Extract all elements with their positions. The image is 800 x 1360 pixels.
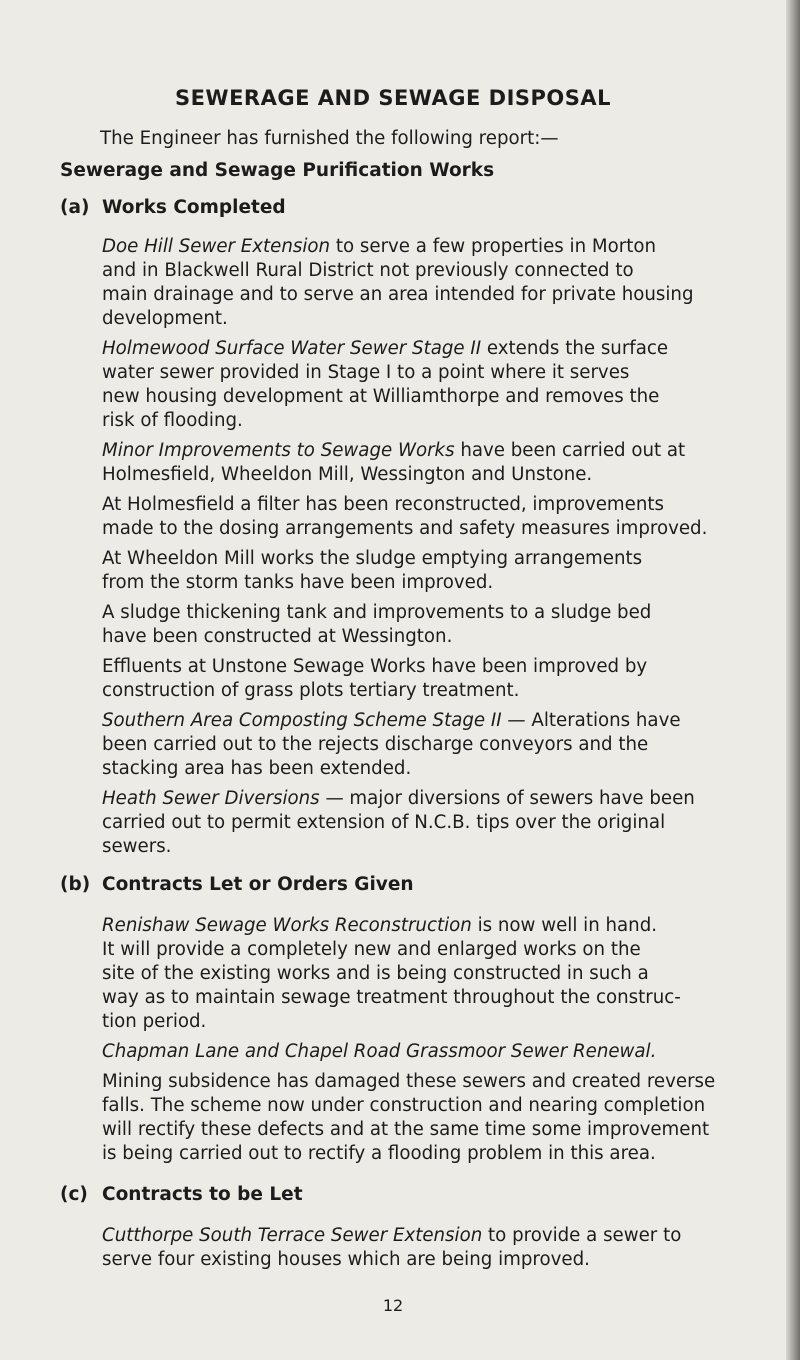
para-a8-text: — Alterations have — [501, 710, 681, 731]
para-a3-italic: Minor Improvements to Sewage Works — [102, 440, 455, 461]
para-a1-line4: development. — [102, 308, 228, 329]
para-c1-line2: serve four existing houses which are being improved. — [102, 1249, 590, 1270]
para-a8-line1 — [102, 709, 681, 733]
para-a3-line2: Holmesfield, Wheeldon Mill, Wessington and Unstone. — [102, 464, 593, 485]
para-b2-line1: Chapman Lane and Chapel Road Grassmoor Sewer Renewal. — [102, 1041, 657, 1062]
para-b1-line2: It will provide a completely new and enlarged works on the — [102, 939, 641, 960]
page-edge-shadow — [786, 0, 800, 1360]
para-b3-line1: Mining subsidence has damaged these sewers and created reverse — [102, 1071, 716, 1092]
para-b3-line3: will rectify these defects and at the same time some improvement — [102, 1119, 710, 1140]
para-a8-line3: stacking area has been extended. — [102, 758, 412, 779]
para-a8-italic: Southern Area Composting Scheme Stage II — [102, 710, 502, 731]
para-a2-line4: risk of flooding. — [102, 410, 243, 431]
para-a7-line2: construction of grass plots tertiary treatment. — [102, 680, 520, 701]
para-b1-line1 — [102, 914, 657, 938]
para-a2-line3: new housing development at Williamthorpe and removes the — [102, 386, 660, 407]
para-b1-text: is now well in hand. — [471, 915, 658, 936]
para-a2-text: extends the surface — [481, 338, 669, 359]
para-a5-line1: At Wheeldon Mill works the sludge emptying arrangements — [102, 548, 643, 569]
section-c-marker: (c) — [60, 1184, 88, 1205]
page-number: 12 — [382, 1296, 404, 1315]
para-a1-italic: Doe Hill Sewer Extension — [102, 236, 331, 257]
para-a4-line2: made to the dosing arrangements and safety measures improved. — [102, 518, 708, 539]
main-heading: Sewerage and Sewage Purification Works — [60, 160, 495, 181]
intro-text: The Engineer has furnished the following report:— — [100, 128, 559, 149]
para-b3-line2: falls. The scheme now under construction and nearing completion — [102, 1095, 706, 1116]
section-a-marker: (a) — [60, 197, 90, 218]
para-b3-line4: is being carried out to rectify a flooding problem in this area. — [102, 1143, 656, 1164]
para-c1-line1 — [102, 1224, 681, 1248]
para-b1-line4: way as to maintain sewage treatment throughout the construc- — [102, 987, 681, 1008]
para-a3-text: have been carried out at — [454, 440, 686, 461]
para-b1-italic: Renishaw Sewage Works Reconstruction — [102, 915, 472, 936]
para-a5-line2: from the storm tanks have been improved. — [102, 572, 494, 593]
para-a2-line1 — [102, 337, 668, 361]
section-b-marker: (b) — [60, 874, 91, 895]
para-a2-line2: water sewer provided in Stage I to a point where it serves — [102, 362, 630, 383]
para-a1-line1 — [102, 235, 656, 259]
para-a9-italic: Heath Sewer Diversions — [102, 788, 320, 809]
para-a3-line1 — [102, 439, 685, 463]
page-title: SEWERAGE AND SEWAGE DISPOSAL — [174, 86, 612, 110]
para-b1-line5: tion period. — [102, 1011, 207, 1032]
section-a-heading: Works Completed — [102, 197, 286, 218]
para-a7-line1: Effluents at Unstone Sewage Works have been improved by — [102, 656, 648, 677]
para-b1-line3: site of the existing works and is being constructed in such a — [102, 963, 649, 984]
para-c1-italic: Cutthorpe South Terrace Sewer Extension — [102, 1225, 483, 1246]
para-a8-line2: been carried out to the rejects discharge conveyors and the — [102, 734, 649, 755]
para-a2-italic: Holmewood Surface Water Sewer Stage II — [102, 338, 482, 359]
para-a9-line3: sewers. — [102, 836, 172, 857]
para-a1-line3: main drainage and to serve an area intended for private housing — [102, 284, 694, 305]
para-c1-text: to provide a sewer to — [482, 1225, 682, 1246]
para-a9-text: — major diversions of sewers have been — [319, 788, 695, 809]
section-c-heading: Contracts to be Let — [102, 1184, 303, 1205]
para-a1-text: to serve a few properties in Morton — [330, 236, 656, 257]
para-a6-line2: have been constructed at Wessington. — [102, 626, 453, 647]
para-a6-line1: A sludge thickening tank and improvements to a sludge bed — [102, 602, 652, 623]
para-a4-line1: At Holmesfield a filter has been reconstructed, improvements — [102, 494, 664, 515]
para-a9-line2: carried out to permit extension of N.C.B. tips over the original — [102, 812, 666, 833]
section-b-heading: Contracts Let or Orders Given — [102, 874, 414, 895]
para-a9-line1 — [102, 787, 695, 811]
para-a1-line2: and in Blackwell Rural District not previously connected to — [102, 260, 634, 281]
